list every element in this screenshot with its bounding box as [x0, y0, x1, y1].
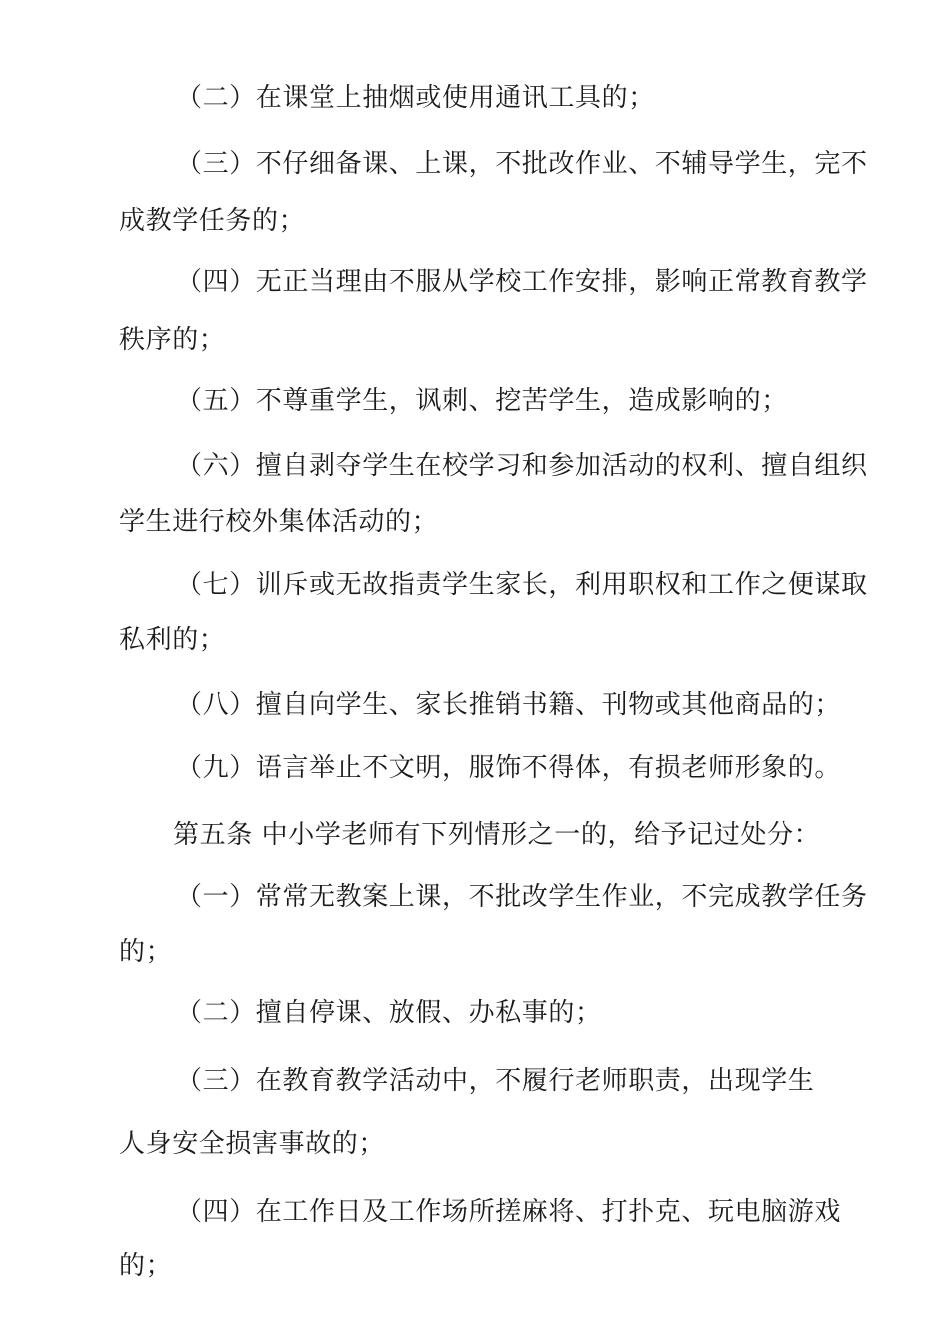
article-heading-line: 第五条 中小学老师有下列情形之一的，给予记过处分： — [173, 820, 821, 850]
paragraph-line: 学生进行校外集体活动的； — [119, 507, 439, 537]
paragraph-line: （二）在课堂上抽烟或使用通讯工具的； — [176, 83, 655, 113]
paragraph-line: （八）擅自向学生、家长推销书籍、刊物或其他商品的； — [176, 690, 842, 720]
paragraph-line: 的； — [119, 937, 173, 967]
paragraph-line: （一）常常无教案上课，不批改学生作业，不完成教学任务 — [176, 882, 868, 912]
paragraph-line: 成教学任务的； — [119, 206, 306, 236]
paragraph-line: （五）不尊重学生，讽刺、挖苦学生，造成影响的； — [176, 386, 788, 416]
paragraph-line: 人身安全损害事故的； — [119, 1129, 386, 1159]
paragraph-line: （四）在工作日及工作场所搓麻将、打扑克、玩电脑游戏 — [176, 1197, 842, 1227]
paragraph-line: 的； — [119, 1251, 173, 1281]
paragraph-line: （三）在教育教学活动中，不履行老师职责，出现学生 — [176, 1066, 815, 1096]
paragraph-line: 私利的； — [119, 625, 226, 655]
paragraph-line: （九）语言举止不文明，服饰不得体，有损老师形象的。 — [176, 753, 842, 783]
paragraph-line: （三）不仔细备课、上课，不批改作业、不辅导学生，完不 — [176, 149, 868, 179]
paragraph-line: （二）擅自停课、放假、办私事的； — [176, 998, 602, 1028]
paragraph-line: （七）训斥或无故指责学生家长，利用职权和工作之便谋取 — [176, 570, 868, 600]
paragraph-line: （六）擅自剥夺学生在校学习和参加活动的权利、擅自组织 — [176, 451, 868, 481]
paragraph-line: （四）无正当理由不服从学校工作安排，影响正常教育教学 — [176, 267, 868, 297]
paragraph-line: 秩序的； — [119, 325, 226, 355]
